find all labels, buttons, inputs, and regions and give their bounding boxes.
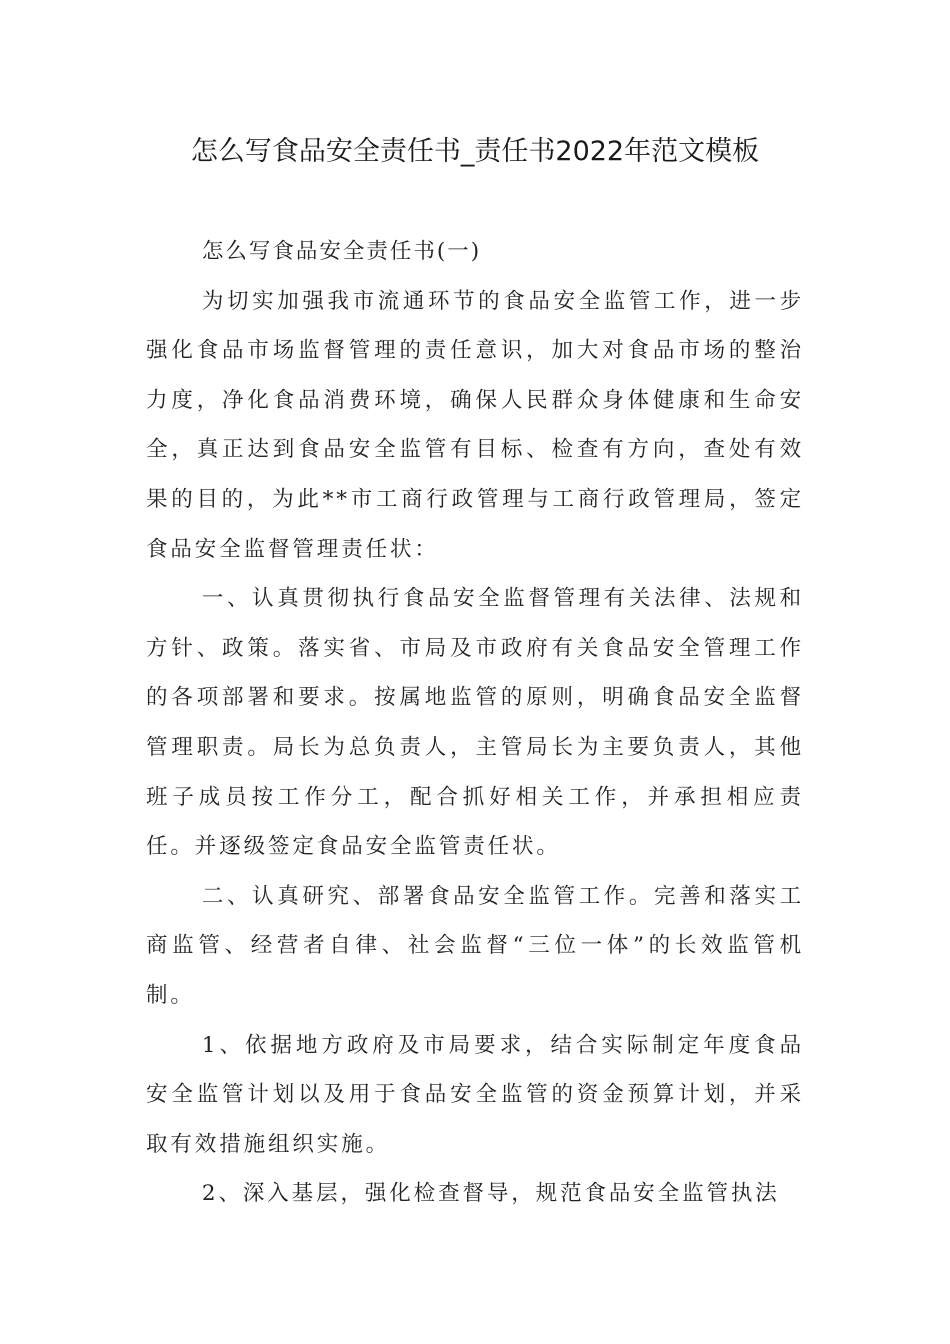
intro-paragraph: 为切实加强我市流通环节的食品安全监管工作，进一步强化食品市场监督管理的责任意识，加大对食品市场的整治力度，净化食品消费环境，确保人民群众身体健康和生命安全，真正达到食品安全监管有目标、检查有方向，查处有效果的目的，为此**市工商行政管理与工商行政管理局，签定食品安全监督管理责任状： [146, 288, 804, 562]
section-heading: 怎么写食品安全责任书(一) [201, 239, 482, 264]
document-body [146, 227, 804, 1219]
item-one-paragraph: 1、依据地方政府及市局要求，结合实际制定年度食品安全监管计划以及用于食品安全监管的资金预算计划，并采取有效措施组织实施。 [146, 1032, 804, 1157]
item-two-paragraph: 2、深入基层，强化检查督导，规范食品安全监管执法 [201, 1181, 780, 1207]
clause-two-paragraph: 二、认真研究、部署食品安全监管工作。完善和落实工商监管、经营者自律、社会监督“三位一体”的长效监管机制。 [146, 883, 804, 1008]
clause-one-paragraph: 一、认真贯彻执行食品安全监督管理有关法律、法规和方针、政策。落实省、市局及市政府有关食品安全管理工作的各项部署和要求。按属地监管的原则，明确食品安全监督管理职责。局长为总负责人，主管局长为主要负责人，其他班子成员按工作分工，配合抓好相关工作，并承担相应责任。并逐级签定食品安全监管责任状。 [146, 586, 804, 860]
document-title: 怎么写食品安全责任书_责任书2022年范文模板 [190, 136, 760, 167]
